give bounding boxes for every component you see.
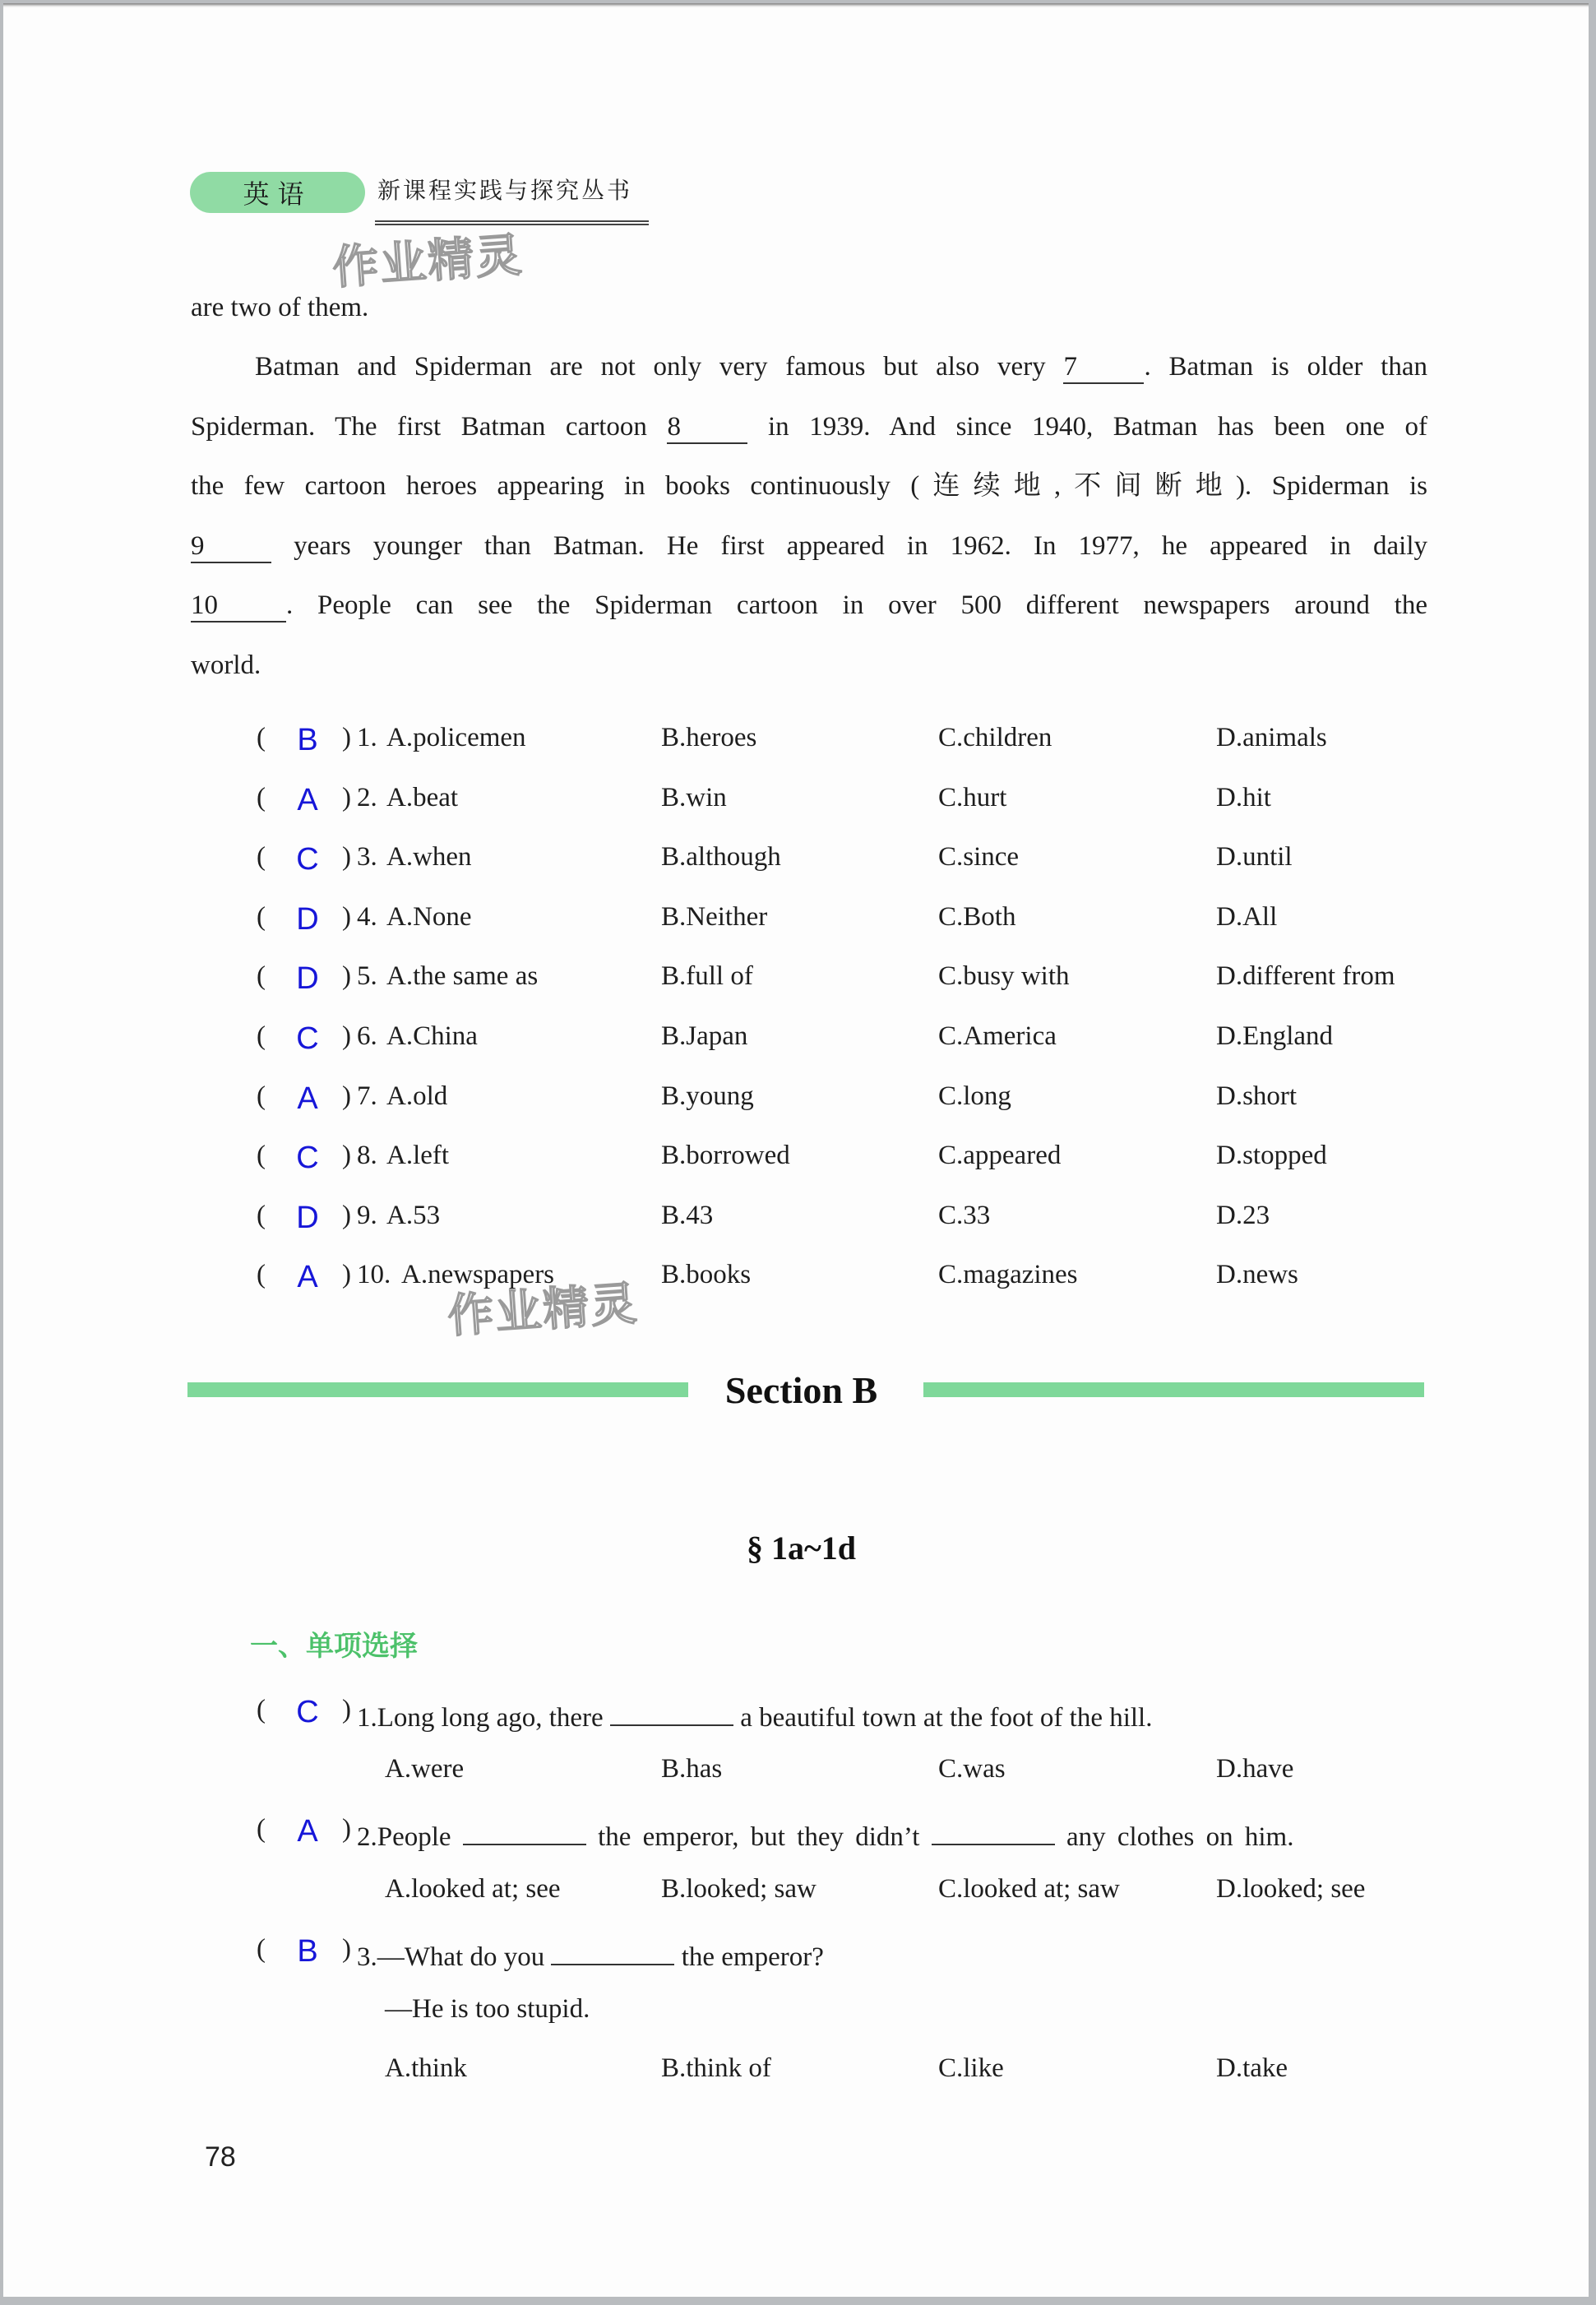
passage-line — [191, 576, 1427, 635]
question-number: 2. — [357, 1822, 377, 1852]
reply-text: —He is too stupid. — [385, 1994, 590, 2024]
close-paren: ) — [342, 1141, 351, 1170]
answer-letter: B — [297, 1934, 318, 1969]
choice-question-row — [257, 1814, 1424, 1863]
passage-text: Spiderman. The first Batman cartoon — [191, 412, 668, 442]
option-d[interactable]: D.looked; see — [1216, 1874, 1366, 1904]
close-paren: ) — [342, 1201, 351, 1230]
option-a[interactable]: A.newspapers — [401, 1260, 555, 1289]
option-a[interactable]: A.beat — [386, 783, 459, 812]
blank-10: 10 — [191, 591, 286, 623]
option-d[interactable]: D.stopped — [1216, 1141, 1327, 1170]
blank-9: 9 — [191, 532, 271, 563]
stem-text: —What do you — [377, 1942, 552, 1972]
page-number: 78 — [205, 2141, 236, 2173]
answer-letter: C — [296, 842, 319, 877]
answer-letter: A — [297, 783, 318, 817]
option-b[interactable]: B.think of — [661, 2053, 771, 2083]
question-number: 3. — [357, 1942, 377, 1972]
option-c[interactable]: C.America — [938, 1021, 1057, 1051]
open-paren: ( — [257, 1081, 266, 1111]
option-a[interactable]: A.were — [385, 1754, 465, 1784]
answer-blank — [463, 1814, 586, 1845]
option-b[interactable]: B.43 — [661, 1201, 714, 1230]
passage-text: world. — [191, 650, 261, 680]
option-d[interactable]: D.animals — [1216, 723, 1327, 752]
passage-text: in 1939. And since 1940, Batman has been one of — [747, 412, 1428, 442]
option-c[interactable]: C.Both — [938, 902, 1016, 932]
passage-text: years younger than Batman. He first appeared in 1962. In 1977, he appeared in daily — [271, 531, 1427, 561]
option-d[interactable]: D.news — [1216, 1260, 1298, 1289]
answer-letter: C — [296, 1695, 319, 1729]
question-stem — [357, 1695, 1152, 1733]
option-c[interactable]: C.magazines — [938, 1260, 1078, 1289]
question-number: 2. — [357, 783, 377, 812]
stem-text: a beautiful town at the foot of the hill. — [733, 1703, 1153, 1733]
open-paren: ( — [257, 1201, 266, 1230]
option-c[interactable]: C.appeared — [938, 1141, 1062, 1170]
answer-blank — [610, 1695, 733, 1726]
option-b[interactable]: B.has — [661, 1754, 723, 1784]
close-paren: ) — [342, 902, 351, 932]
option-b[interactable]: B.young — [661, 1081, 754, 1111]
close-paren: ) — [342, 1081, 351, 1111]
choice-question-row — [257, 1695, 1424, 1744]
option-a[interactable]: A.China — [386, 1021, 478, 1051]
passage-line — [191, 636, 1427, 695]
question-stem — [357, 1814, 1293, 1853]
question-number: 8. — [357, 1141, 377, 1170]
passage-text: . Batman is older than — [1144, 352, 1427, 382]
option-a[interactable]: A.think — [385, 2053, 467, 2083]
watermark-text: 作业精灵 — [446, 1276, 641, 1345]
option-b[interactable]: B.looked; saw — [661, 1874, 817, 1904]
option-c[interactable]: C.was — [938, 1754, 1006, 1784]
series-title: 新课程实践与探究丛书 — [377, 177, 633, 204]
choice-question-row — [257, 1934, 1424, 1983]
open-paren: ( — [257, 961, 266, 991]
question-number: 10. — [357, 1260, 391, 1289]
question-stem — [357, 1934, 824, 1973]
open-paren: ( — [257, 783, 266, 812]
passage-text: are two of them. — [191, 293, 369, 322]
stem-text: any clothes on him. — [1054, 1822, 1294, 1852]
stem-text: the emperor, but they didn’t — [585, 1822, 932, 1852]
option-c[interactable]: C.busy with — [938, 961, 1070, 991]
question-number: 4. — [357, 902, 377, 932]
option-d[interactable]: D.All — [1216, 902, 1278, 932]
close-paren: ) — [342, 1695, 351, 1724]
option-c[interactable]: C.looked at; saw — [938, 1874, 1120, 1904]
close-paren: ) — [342, 1934, 351, 1964]
option-b[interactable]: B.although — [661, 842, 781, 872]
option-c[interactable]: C.like — [938, 2053, 1004, 2083]
answer-letter: A — [297, 1260, 318, 1294]
close-paren: ) — [342, 1021, 351, 1051]
subject-label: 英语 — [243, 178, 312, 210]
subject-badge — [190, 172, 365, 213]
close-paren: ) — [342, 961, 351, 991]
option-d[interactable]: D.England — [1216, 1021, 1334, 1051]
option-b[interactable]: B.Japan — [661, 1021, 748, 1051]
blank-7: 7 — [1063, 353, 1144, 384]
watermark-text: 作业精灵 — [331, 228, 525, 296]
option-d[interactable]: D.until — [1216, 842, 1293, 872]
category-heading: 一、单项选择 — [250, 1630, 418, 1663]
close-paren: ) — [342, 723, 351, 752]
option-a[interactable]: A.old — [386, 1081, 448, 1111]
question-number: 1. — [357, 1703, 377, 1733]
option-d[interactable]: D.take — [1216, 2053, 1288, 2083]
passage-line — [191, 516, 1427, 576]
textbook-page — [3, 3, 1589, 2297]
option-b[interactable]: B.full of — [661, 961, 753, 991]
option-d[interactable]: D.short — [1216, 1081, 1298, 1111]
answer-letter: B — [297, 723, 318, 757]
option-a[interactable]: A.policemen — [386, 723, 526, 752]
question-number: 7. — [357, 1081, 377, 1111]
section-subtitle: § 1a~1d — [746, 1530, 857, 1567]
option-d[interactable]: D.23 — [1216, 1201, 1270, 1230]
stem-text: Long long ago, there — [377, 1703, 610, 1733]
passage-line — [191, 456, 1427, 516]
question-number: 5. — [357, 961, 377, 991]
passage-line — [191, 397, 1427, 456]
option-a[interactable]: A.looked at; see — [385, 1874, 561, 1904]
option-d[interactable]: D.hit — [1216, 783, 1271, 812]
open-paren: ( — [257, 723, 266, 752]
close-paren: ) — [342, 1260, 351, 1289]
option-d[interactable]: D.different from — [1216, 961, 1395, 991]
open-paren: ( — [257, 842, 266, 872]
open-paren: ( — [257, 1260, 266, 1289]
option-b[interactable]: B.heroes — [661, 723, 757, 752]
section-title: Section B — [724, 1369, 878, 1411]
passage-line — [191, 278, 1427, 337]
option-c[interactable]: C.33 — [938, 1201, 991, 1230]
answer-blank — [551, 1934, 674, 1965]
passage-line — [255, 337, 1427, 396]
open-paren: ( — [257, 1695, 266, 1724]
passage-text: . People can see the Spiderman cartoon in over 500 different newspapers around the — [286, 590, 1427, 620]
open-paren: ( — [257, 1814, 266, 1844]
option-b[interactable]: B.books — [661, 1260, 752, 1289]
stem-text: People — [377, 1822, 463, 1852]
answer-letter: C — [296, 1021, 319, 1056]
option-b[interactable]: B.win — [661, 783, 727, 812]
option-a[interactable]: A.the same as — [386, 961, 539, 991]
answer-letter: D — [296, 902, 319, 937]
option-b[interactable]: B.Neither — [661, 902, 768, 932]
option-c[interactable]: C.since — [938, 842, 1020, 872]
question-number: 9. — [357, 1201, 377, 1230]
close-paren: ) — [342, 783, 351, 812]
question-number: 3. — [357, 842, 377, 872]
passage-text: Batman and Spiderman are not only very famous but also very — [255, 352, 1064, 382]
stem-text: the emperor? — [674, 1942, 824, 1972]
option-a[interactable]: A.left — [386, 1141, 450, 1170]
open-paren: ( — [257, 1141, 266, 1170]
answer-letter: A — [297, 1814, 318, 1849]
option-a[interactable]: A.None — [386, 902, 472, 932]
answer-letter: D — [296, 961, 319, 996]
blank-8: 8 — [667, 413, 747, 444]
option-c[interactable]: C.long — [938, 1081, 1011, 1111]
option-b[interactable]: B.borrowed — [661, 1141, 790, 1170]
open-paren: ( — [257, 1934, 266, 1964]
option-d[interactable]: D.have — [1216, 1754, 1294, 1784]
answer-blank — [932, 1814, 1055, 1845]
passage-text: the few cartoon heroes appearing in books continuously (连续地,不间断地). Spiderman is — [191, 471, 1427, 501]
answer-letter: D — [296, 1201, 319, 1235]
option-c[interactable]: C.children — [938, 723, 1052, 752]
option-a[interactable]: A.when — [386, 842, 472, 872]
question-number: 1. — [357, 723, 377, 752]
question-number: 6. — [357, 1021, 377, 1051]
close-paren: ) — [342, 842, 351, 872]
close-paren: ) — [342, 1814, 351, 1844]
answer-letter: C — [296, 1141, 319, 1175]
open-paren: ( — [257, 902, 266, 932]
option-c[interactable]: C.hurt — [938, 783, 1007, 812]
answer-letter: A — [297, 1081, 318, 1116]
option-a[interactable]: A.53 — [386, 1201, 441, 1230]
open-paren: ( — [257, 1021, 266, 1051]
